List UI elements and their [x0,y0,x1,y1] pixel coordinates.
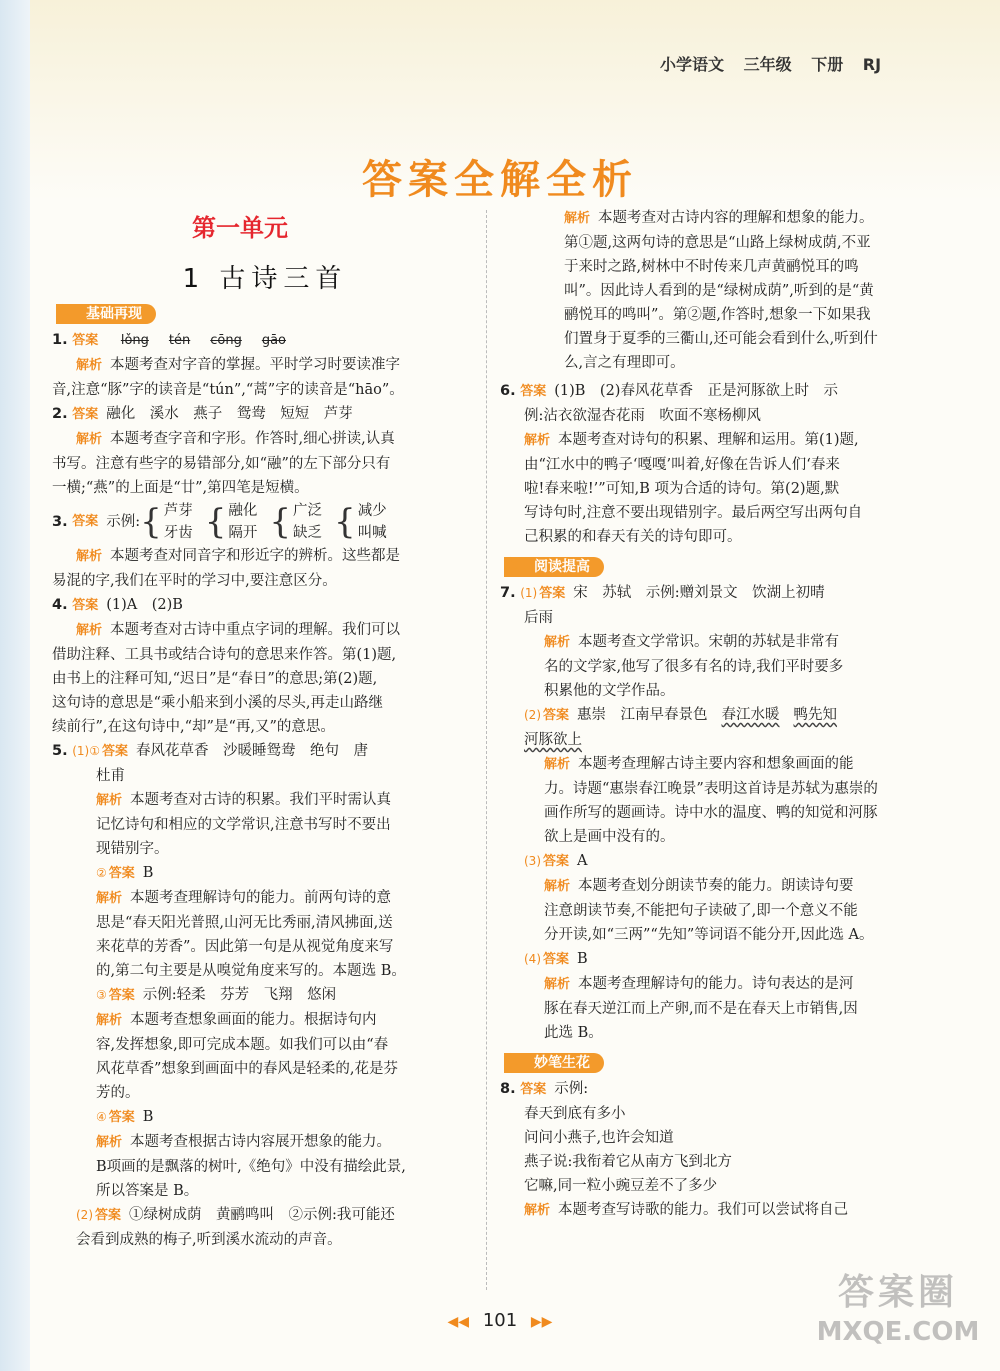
q8-answer: 8. 答案 示例: [500,1081,589,1097]
analysis-line: 鹂悦耳的鸣叫”。第②题,作答时,想象一下如果我 [564,307,871,323]
q2-answer: 2. 答案 融化 溪水 燕子 鸳鸯 短短 芦芽 [52,406,353,422]
q5-2-analysis: 解析 本题考查理解诗句的能力。前两句诗的意 [96,890,392,906]
page-edge-strip [0,0,30,1371]
next-arrows-icon: ▶▶ [530,1314,553,1330]
q4-analysis: 解析 本题考查对古诗中重点字词的理解。我们可以 [76,622,401,638]
q7-2-answer: (2) 答案 惠崇 江南早春景色 春江水暖 鸭先知 [524,707,838,723]
section-banner-basic [53,301,156,326]
analysis-line: 所以答案是 B。 [96,1183,199,1199]
word-pair: { 广泛 缺乏 [269,502,323,542]
book-meta [660,52,940,75]
analysis-line: 么,言之有理即可。 [564,355,685,371]
analysis-line: 书写。注意有些字的易错部分,如“融”的左下部分只有 [52,456,391,472]
q7-4-analysis: 解析 本题考查理解诗句的能力。诗句表达的是河 [544,976,854,992]
volume: 下册 [811,55,844,74]
analysis-line: 借助注释、工具书或结合诗句的意思来作答。第(1)题, [52,647,397,663]
answer-line: 例:沾衣欲湿杏花雨 吹面不寒杨柳风 [524,408,761,424]
q7-3-analysis: 解析 本题考查划分朗读节奏的能力。朗读诗句要 [544,878,854,894]
poem-line: 它嘛,同一粒小豌豆差不了多少 [524,1178,718,1194]
analysis-line: 易混的字,我们在平时的学习中,要注意区分。 [52,573,337,589]
analysis-line: 己积累的和春天有关的诗句即可。 [524,529,742,545]
edition: RJ [862,55,882,74]
q2-analysis: 解析 本题考查字音和字形。作答时,细心拼读,认真 [76,431,395,447]
analysis-line: 续前行”,在这句诗中,“却”是“再,又”的意思。 [52,719,335,735]
q5-5-analysis: 解析 本题考查对古诗内容的理解和想象的能力。 [564,210,874,226]
q6-answer: 6. 答案 (1)B (2)春风花草香 正是河豚欲上时 示 [500,383,838,399]
analysis-line: 积累他的文学作品。 [544,683,675,699]
analysis-line: 音,注意“豚”字的读音是“tún”,“蒿”字的读音是“hāo”。 [52,382,404,398]
analysis-line: 第①题,这两句诗的意思是“山路上绿树成荫,不亚 [564,235,871,251]
q5-1-answer: 5. (1)① 答案 春风花草香 沙暖睡鸳鸯 绝句 唐 [52,743,368,759]
q3-answer: 3. 答案 示例: { 芦芽 牙齿 { 融化 隔开 { 广泛 缺乏 { 减少 叫喊 [52,500,472,544]
analysis-line: 们置身于夏季的三衢山,还可能会看到什么,听到什 [564,331,878,347]
q7-1-analysis: 解析 本题考查文学常识。宋朝的苏轼是非常有 [544,634,840,650]
q5-5-answer: (2) 答案 ①绿树成荫 黄鹂鸣叫 ②示例:我可能还 [76,1207,395,1223]
sparkle-icon: ✶ [53,301,73,326]
q7-2-analysis: 解析 本题考查理解古诗主要内容和想象画面的能 [544,756,854,772]
q5-4-analysis: 解析 本题考查根据古诗内容展开想象的能力。 [96,1134,392,1150]
analysis-line: 写诗句时,注意不要出现错别字。最后两空写出两句自 [524,505,863,521]
section-banner-reading [501,554,604,579]
poem-line: 问问小燕子,也许会知道 [524,1130,674,1146]
analysis-line: 一横;“燕”的上面是“廿”,第四笔是短横。 [52,480,309,496]
word-pair: { 融化 隔开 [204,502,258,542]
unit-title: 第一单元 [192,214,288,242]
watermark-logo: 答案圈 MXQE.COM [816,1272,980,1347]
analysis-line: 豚在春天逆江而上产卵,而不是在春天上市销售,因 [544,1001,858,1017]
answer-line: 会看到成熟的梅子,听到溪水流动的声音。 [76,1232,342,1248]
analysis-line: 叫”。因此诗人看到的是“绿树成荫”,听到的是“黄 [564,283,874,299]
analysis-line: 力。诗题“惠崇春江晚景”表明这首诗是苏轼为惠崇的 [544,781,878,797]
q1-answer: 1. 答案 lǒng tén cōng gāo [52,332,287,348]
subject: 小学语文 [660,55,725,74]
q7-4-answer: (4) 答案 B [524,951,588,967]
section-label: 妙笔生花 [534,1055,590,1071]
q8-analysis: 解析 本题考查写诗歌的能力。我们可以尝试将自己 [524,1202,849,1218]
page-footer [410,1310,590,1331]
section-label: 基础再现 [86,306,142,322]
analysis-line: 现错别字。 [96,841,169,857]
page-number: 101 [482,1310,518,1331]
analysis-line: 记忆诗句和相应的文学常识,注意书写时不要出 [96,817,391,833]
analysis-line: 画作所写的题画诗。诗中水的温度、鸭的知觉和河豚 [544,805,878,821]
analysis-line: 风花草香”想象到画面中的春风是轻柔的,花是芬 [96,1061,399,1077]
analysis-line: 啦!春来啦!’”可知,B 项为合适的诗句。第(2)题,默 [524,481,840,497]
q5-2-answer: ② 答案 B [96,865,154,881]
q6-analysis: 解析 本题考查对诗句的积累、理解和运用。第(1)题, [524,432,859,448]
q5-3-analysis: 解析 本题考查想象画面的能力。根据诗句内 [96,1012,377,1028]
q5-1-analysis: 解析 本题考查对古诗的积累。我们平时需认真 [96,792,392,808]
analysis-line: 思是“春天阳光普照,山河无比秀丽,清风拂面,送 [96,915,393,931]
answer-line: 杜甫 [96,768,125,784]
section-banner-writing [501,1050,604,1075]
q7-3-answer: (3) 答案 A [524,853,588,869]
page-title: 答案全解全析 [362,157,638,203]
analysis-line: 这句诗的意思是“乘小船来到小溪的尽头,再走山路继 [52,695,384,711]
prev-arrows-icon: ◀◀ [447,1314,470,1330]
sparkle-icon: ✶ [501,554,521,579]
analysis-line: 由“江水中的鸭子‘嘎嘎’叫着,好像在告诉人们‘春来 [524,457,840,473]
word-pair: { 芦芽 牙齿 [140,502,193,542]
right-column [500,206,916,1223]
poem-line: 春天到底有多小 [524,1106,626,1122]
q3-analysis: 解析 本题考查对同音字和形近字的辨析。这些都是 [76,548,401,564]
q5-3-answer: ③ 答案 示例:轻柔 芬芳 飞翔 悠闲 [96,987,337,1003]
q7-1-answer: 7. (1) 答案 宋 苏轼 示例:赠刘景文 饮湖上初晴 [500,585,825,601]
column-divider [486,210,487,1290]
analysis-line: 于来时之路,树林中不时传来几声黄鹂悦耳的鸣 [564,259,859,275]
analysis-line: 分开读,如“三两”“先知”等词语不能分开,因此选 A。 [544,927,874,943]
analysis-line: 此选 B。 [544,1025,603,1041]
analysis-line: 注意朗读节奏,不能把句子读破了,即一个意义不能 [544,903,858,919]
section-label: 阅读提高 [534,559,590,575]
answer-line: 后雨 [524,610,553,626]
analysis-line: B项画的是飘落的树叶,《绝句》中没有描绘此景, [96,1159,406,1175]
answer-line: 河豚欲上 [524,732,582,748]
word-pair: { 减少 叫喊 [334,502,387,542]
q1-analysis: 解析 本题考查对字音的掌握。平时学习时要读准字 [76,357,401,373]
q4-answer: 4. 答案 (1)A (2)B [52,597,183,613]
analysis-line: 容,发挥想象,即可完成本题。如我们可以由“春 [96,1037,389,1053]
analysis-line: 来花草的芳香”。因此第一句是从视觉角度来写 [96,939,394,955]
analysis-line: 由书上的注释可知,“迟日”是“春日”的意思;第(2)题, [52,671,378,687]
analysis-line: 芳的。 [96,1085,140,1101]
left-column [52,300,472,1252]
analysis-line: 欲上是画中没有的。 [544,829,675,845]
lesson-title: 1 古诗三首 [182,264,348,294]
q5-4-answer: ④ 答案 B [96,1109,154,1125]
sparkle-icon: ✶ [501,1050,521,1075]
analysis-line: 名的文学家,他写了很多有名的诗,我们平时要多 [544,659,844,675]
analysis-line: 的,第二句主要是从嗅觉角度来写的。本题选 B。 [96,963,406,979]
grade: 三年级 [743,55,792,74]
poem-line: 燕子说:我衔着它从南方飞到北方 [524,1154,732,1170]
